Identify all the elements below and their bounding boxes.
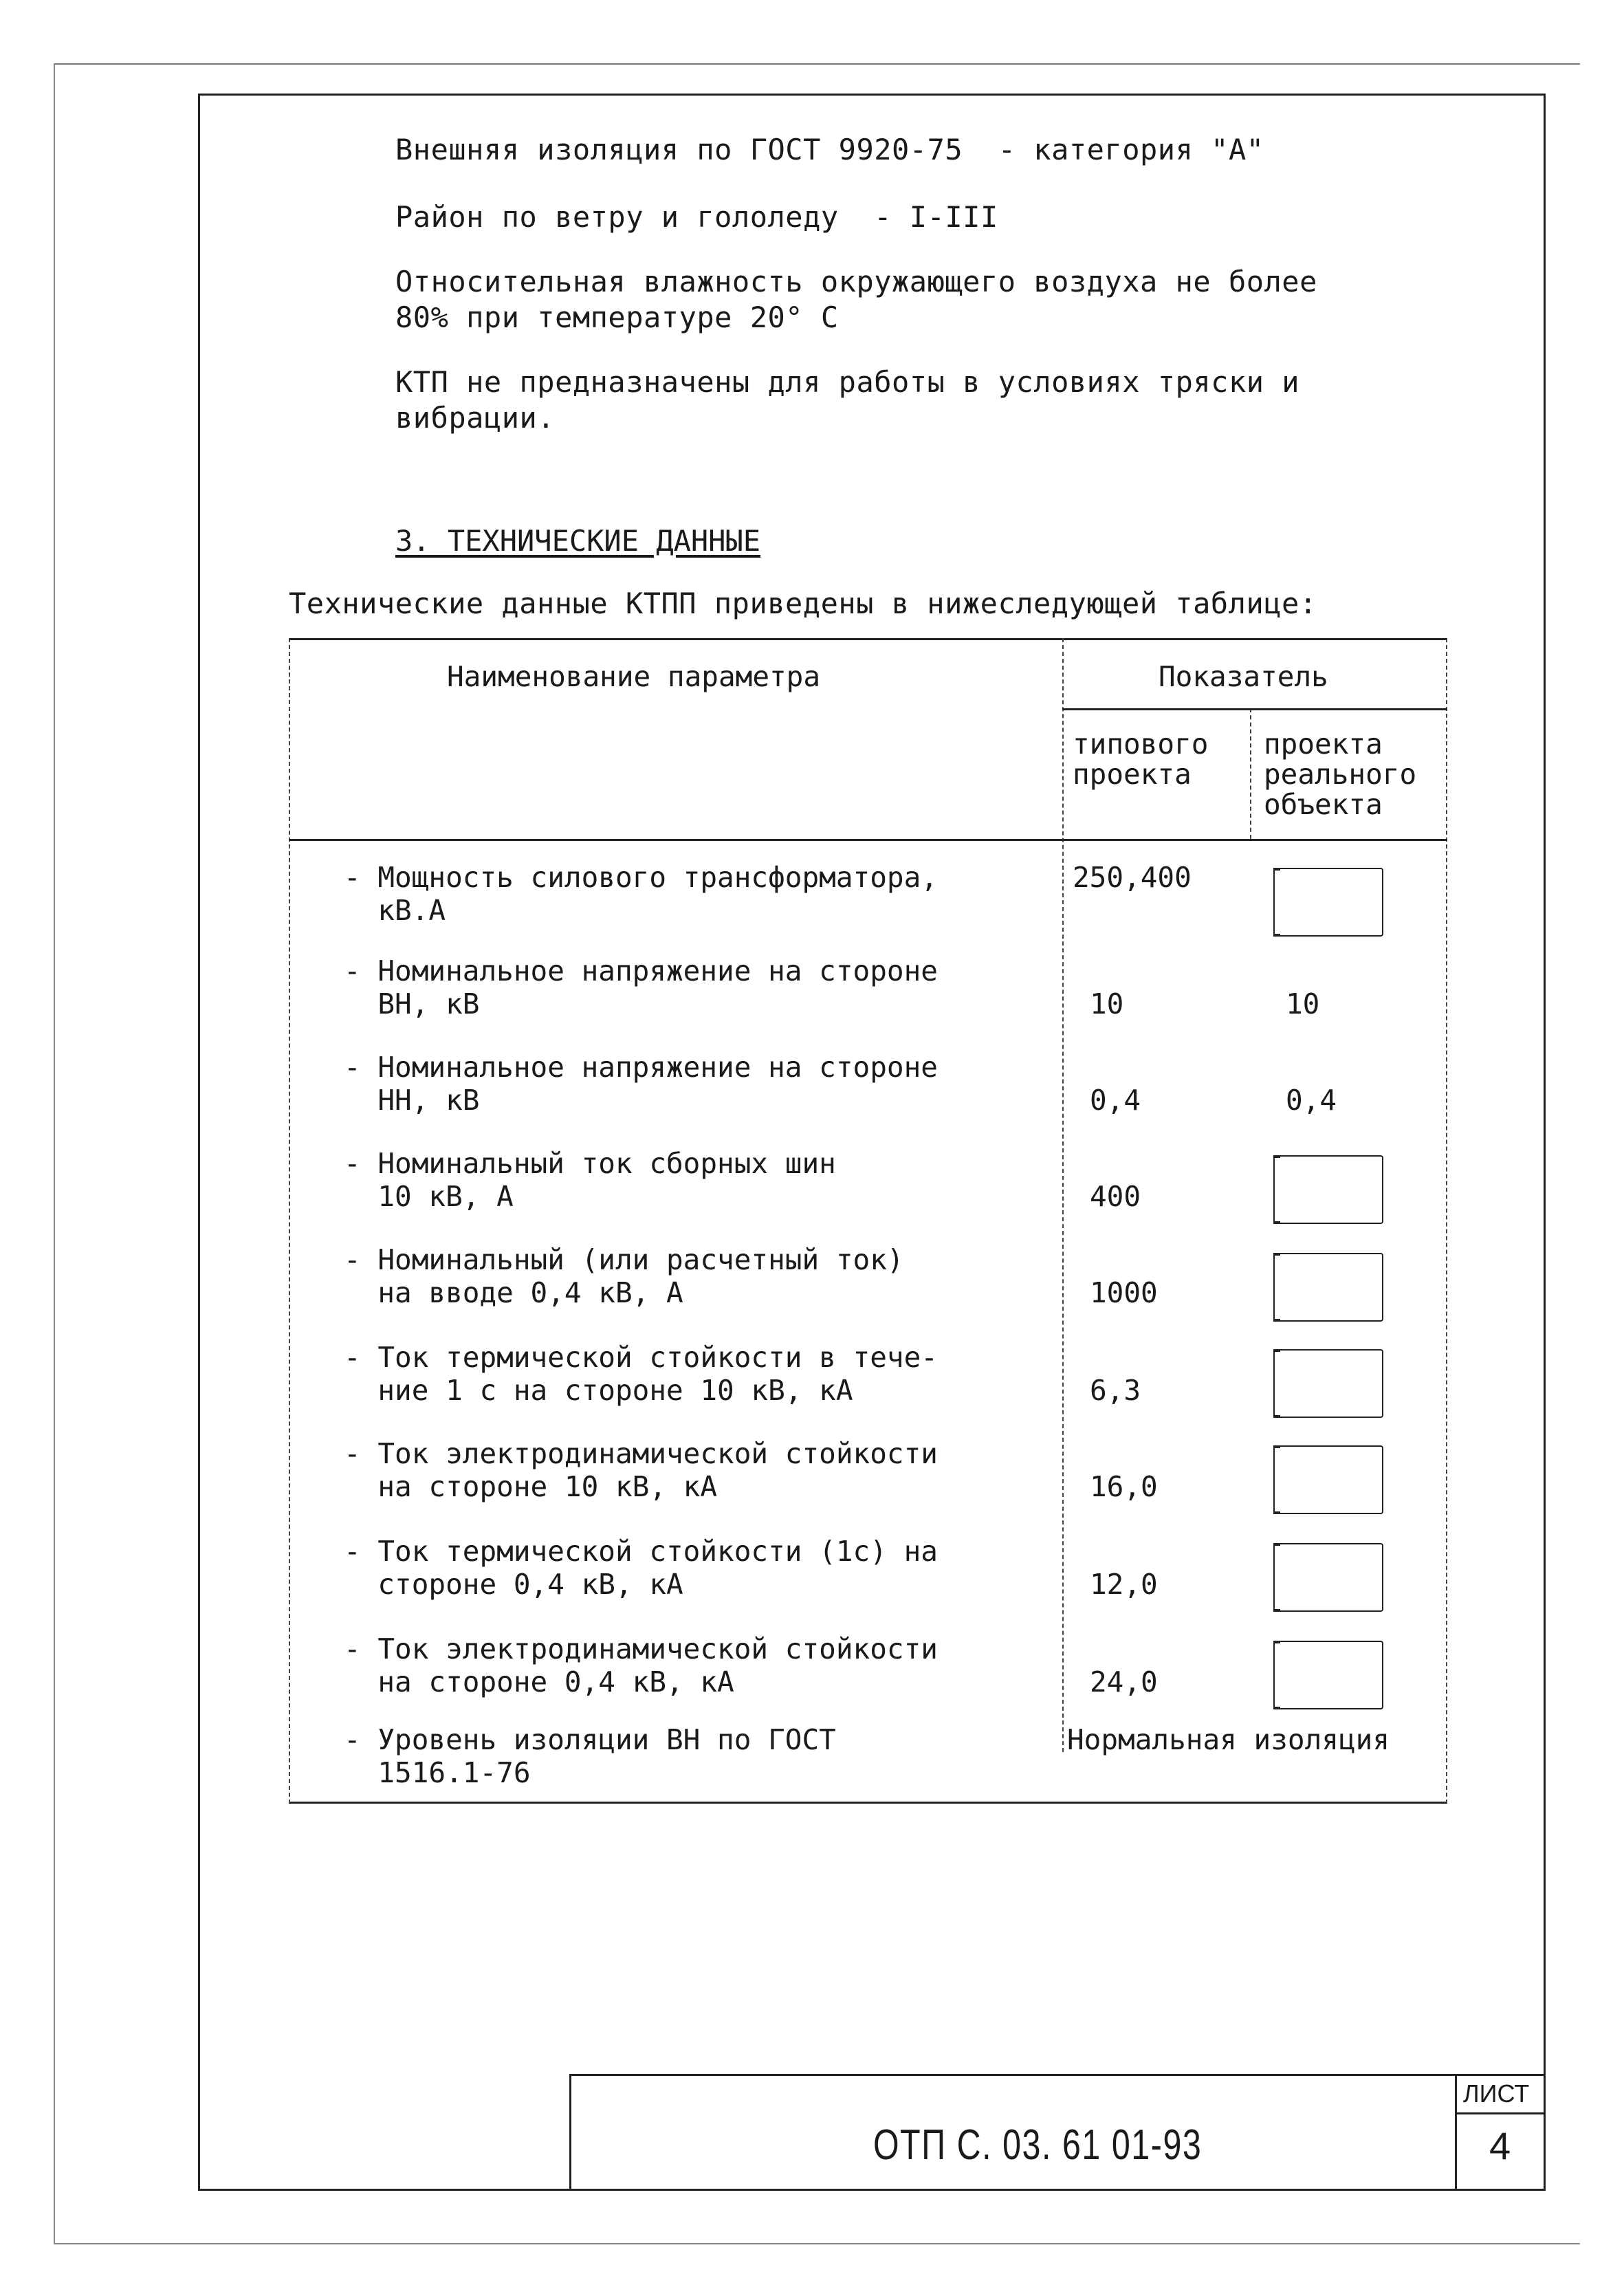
row-5-name-line2: на вводе 0,4 кВ, А (344, 1276, 683, 1309)
row-3-name-line2: НН, кВ (344, 1084, 480, 1117)
outer-border-left (54, 63, 55, 2243)
intro-line-insulation: Внешняя изоляция по ГОСТ 9920-75 - категория "А" (395, 133, 1264, 166)
table-header-bottom (289, 839, 1447, 841)
intro-line-wind-region: Район по ветру и гололеду - I-III (395, 200, 998, 234)
header-typical-1: типового (1073, 728, 1209, 761)
header-real-2: реального (1264, 758, 1417, 791)
row-4-name-line1: - Номинальный ток сборных шин (344, 1147, 836, 1180)
row-6-name-line2: ние 1 с на стороне 10 кВ, кА (344, 1374, 853, 1407)
table-col-separator-1 (1062, 638, 1064, 1752)
row-1-name-line1: - Мощность силового трансформатора, (344, 861, 938, 894)
row-10-name-line2: 1516.1-76 (344, 1756, 531, 1789)
row-6-typical: 6,3 (1090, 1374, 1141, 1407)
row-6-name-line1: - Ток термической стойкости в тече- (344, 1341, 938, 1374)
row-7-name-line2: на стороне 10 кВ, кА (344, 1470, 718, 1503)
sheet-cell-divider (1455, 2112, 1546, 2114)
row-9-name-line1: - Ток электродинамической стойкости (344, 1632, 938, 1665)
row-5-real-input-box[interactable] (1273, 1253, 1383, 1322)
row-2-real: 10 (1286, 987, 1320, 1020)
section-title: 3. ТЕХНИЧЕСКИЕ ДАННЫЕ (395, 524, 761, 558)
row-2-name-line1: - Номинальное напряжение на стороне (344, 954, 938, 987)
row-10-name-line1: - Уровень изоляции ВН по ГОСТ (344, 1723, 836, 1756)
header-param: Наименование параметра (447, 660, 821, 693)
title-block-top (569, 2074, 1546, 2076)
row-8-name-line2: стороне 0,4 кВ, кА (344, 1568, 683, 1601)
row-9-name-line2: на стороне 0,4 кВ, кА (344, 1665, 734, 1698)
row-3-typical: 0,4 (1090, 1084, 1141, 1117)
row-3-real: 0,4 (1286, 1084, 1337, 1117)
row-4-name-line2: 10 кВ, А (344, 1180, 514, 1213)
row-2-name-line2: ВН, кВ (344, 987, 480, 1020)
row-6-real-input-box[interactable] (1273, 1349, 1383, 1418)
intro-line-humidity-1: Относительная влажность окружающего воздуха не более (395, 265, 1317, 298)
row-7-typical: 16,0 (1090, 1470, 1158, 1503)
row-2-typical: 10 (1090, 987, 1124, 1020)
title-block-left (569, 2074, 571, 2191)
row-4-typical: 400 (1090, 1180, 1141, 1213)
intro-line-vibration-2: вибрации. (395, 401, 556, 435)
row-10-merged-value: Нормальная изоляция (1067, 1723, 1390, 1756)
row-1-typical: 250,400 (1073, 861, 1192, 894)
outer-border-bottom (54, 2243, 1580, 2244)
row-8-name-line1: - Ток термической стойкости (1с) на (344, 1535, 938, 1568)
row-8-typical: 12,0 (1090, 1568, 1158, 1601)
sheet-cell-left (1455, 2074, 1457, 2191)
header-real-1: проекта (1264, 728, 1383, 761)
intro-line-humidity-2: 80% при температуре 20° С (395, 300, 839, 334)
header-real-3: объекта (1264, 788, 1383, 821)
row-9-typical: 24,0 (1090, 1665, 1158, 1698)
row-5-typical: 1000 (1090, 1276, 1158, 1309)
row-4-real-input-box[interactable] (1273, 1155, 1383, 1224)
row-1-name-line2: кВ.А (344, 894, 446, 927)
row-3-name-line1: - Номинальное напряжение на стороне (344, 1051, 938, 1084)
row-7-real-input-box[interactable] (1273, 1445, 1383, 1514)
row-5-name-line1: - Номинальный (или расчетный ток) (344, 1243, 904, 1276)
table-header-subline (1062, 708, 1447, 710)
document-code: ОТП С. 03. 61 01-93 (873, 2121, 1203, 2169)
row-9-real-input-box[interactable] (1273, 1641, 1383, 1709)
sheet-number: 4 (1489, 2124, 1511, 2167)
intro-line-vibration-1: КТП не предназначены для работы в условиях тряски и (395, 365, 1300, 399)
header-typical-2: проекта (1073, 758, 1192, 791)
row-1-real-input-box[interactable] (1273, 868, 1383, 937)
row-7-name-line1: - Ток электродинамической стойкости (344, 1437, 938, 1470)
sheet-label: ЛИСТ (1463, 2079, 1530, 2108)
header-indicator: Показатель (1159, 660, 1328, 693)
outer-border-top (54, 63, 1580, 65)
table-col-separator-2 (1250, 708, 1251, 839)
row-8-real-input-box[interactable] (1273, 1543, 1383, 1612)
section-lead: Технические данные КТПП приведены в нижеследующей таблице: (289, 587, 1317, 620)
